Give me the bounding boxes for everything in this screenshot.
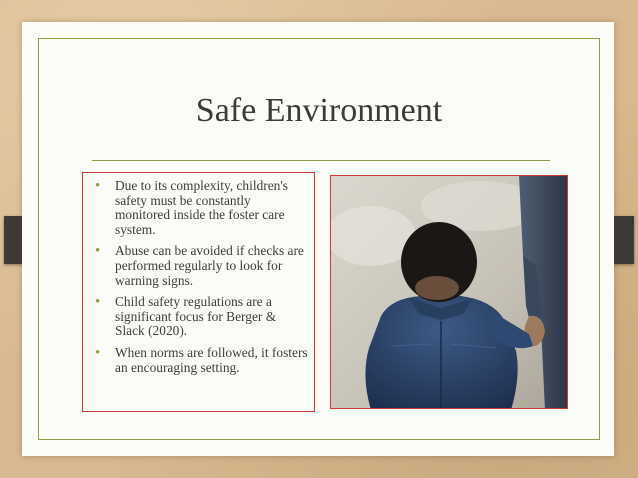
bullet-icon: • <box>95 178 101 194</box>
bullet-textbox <box>82 172 315 412</box>
bullet-item: • Abuse can be avoided if checks are performed regularly to look for warning signs. <box>95 243 304 288</box>
slide-title: Safe Environment <box>195 92 443 129</box>
bullet-item: • When norms are followed, it fosters an encouraging setting. <box>95 344 308 375</box>
bullet-list <box>89 179 308 375</box>
bullet-item: • Due to its complexity, children's safety must be constantly monitored inside the foster care system. <box>95 178 288 237</box>
bullet-icon: • <box>95 294 101 311</box>
bullet-icon: • <box>95 243 101 260</box>
bullet-item: • Child safety regulations are a significant focus for Berger & Slack (2020). <box>95 294 277 339</box>
title-divider <box>92 160 550 161</box>
bullet-icon: • <box>95 344 101 361</box>
photo-illustration <box>331 176 568 409</box>
child-holding-hand-photo <box>330 175 568 409</box>
